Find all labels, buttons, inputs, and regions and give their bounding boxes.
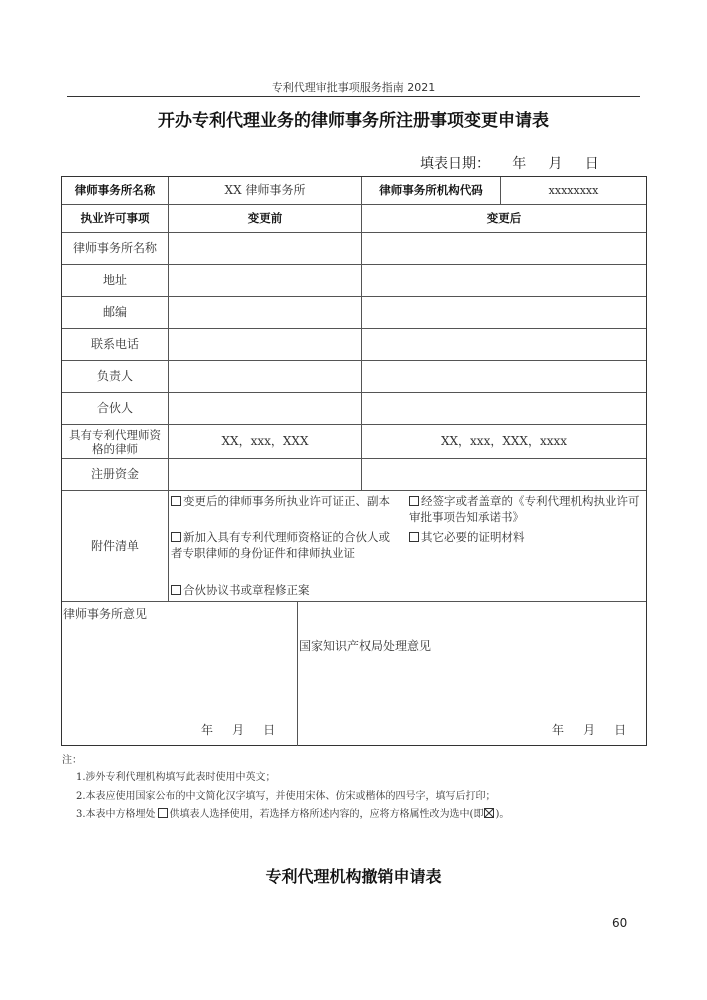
row-label-capital: 注册资金 <box>90 467 139 481</box>
firm-name-after[interactable] <box>362 233 646 264</box>
page-number: 60 <box>612 916 628 930</box>
checkbox-icon[interactable] <box>171 585 181 595</box>
note-2: 2.本表应使用国家公布的中文简化汉字填写，并使用宋体、仿宋或楷体的四号字，填写后打印； <box>76 791 496 802</box>
firm-name-before[interactable] <box>169 233 361 264</box>
notes-heading: 注： <box>62 755 82 766</box>
attachment-item-2[interactable]: 经签字或者盖章的《专利代理机构执业许可审批事项告知承诺书》 <box>409 494 640 524</box>
firm-name-value[interactable]: XX 律师事务所 <box>224 183 306 197</box>
capital-after[interactable] <box>362 459 646 490</box>
checkbox-icon[interactable] <box>409 532 419 542</box>
attachment-item-4[interactable]: 其它必要的证明材料 <box>409 529 644 545</box>
principal-before[interactable] <box>169 361 361 392</box>
note-3: 3.本表中方格埋处 供填表人选择使用，若选择方格所述内容的，应将方格属性改为选中(即 )。 <box>76 809 510 820</box>
postcode-after[interactable] <box>362 297 646 328</box>
attachment-item-5[interactable]: 合伙协议书或章程修正案 <box>171 582 409 598</box>
cnipa-opinion-label: 国家知识产权局处理意见 <box>299 639 432 653</box>
firm-opinion-date: 年 月 日 <box>201 723 276 737</box>
principal-after[interactable] <box>362 361 646 392</box>
attachments-label: 附件清单 <box>90 538 139 553</box>
firm-code-value[interactable]: xxxxxxxx <box>548 184 599 197</box>
checkbox-icon[interactable] <box>409 496 419 506</box>
partners-after[interactable] <box>362 393 646 424</box>
checkbox-icon[interactable] <box>171 496 181 506</box>
checkbox-icon <box>158 808 168 818</box>
capital-before[interactable] <box>169 459 361 490</box>
row-label-postcode: 邮编 <box>102 305 127 319</box>
row-label-firm-name: 律师事务所名称 <box>72 241 157 255</box>
row-label-phone: 联系电话 <box>90 337 139 351</box>
partners-before[interactable] <box>169 393 361 424</box>
phone-after[interactable] <box>362 329 646 360</box>
address-after[interactable] <box>362 265 646 296</box>
fill-date-label: 填表日期： 年 月 日 <box>420 156 599 172</box>
firm-opinion-label: 律师事务所意见 <box>63 607 148 621</box>
firm-code-label: 律师事务所机构代码 <box>379 183 483 197</box>
before-change-header: 变更前 <box>247 211 283 225</box>
form-title: 开办专利代理业务的律师事务所注册事项变更申请表 <box>158 111 549 131</box>
checkbox-icon[interactable] <box>171 532 181 542</box>
note-1: 1.涉外专利代理机构填写此表时使用中英文； <box>76 772 276 783</box>
application-form-table <box>61 176 647 746</box>
attachment-item-1[interactable]: 变更后的律师事务所执业许可证正、副本 <box>171 493 409 509</box>
checked-box-icon <box>484 808 494 818</box>
license-item-label: 执业许可事项 <box>80 211 150 225</box>
phone-before[interactable] <box>169 329 361 360</box>
row-label-qualified-lawyers: 具有专利代理师资格的律师 <box>69 427 161 456</box>
after-change-header: 变更后 <box>486 211 522 225</box>
next-form-title: 专利代理机构撤销申请表 <box>265 867 442 886</box>
row-label-principal: 负责人 <box>96 369 133 383</box>
postcode-before[interactable] <box>169 297 361 328</box>
address-before[interactable] <box>169 265 361 296</box>
attachment-item-3[interactable]: 新加入具有专利代理师资格证的合伙人或者专职律师的身份证件和律师执业证 <box>171 530 390 560</box>
row-label-address: 地址 <box>102 273 127 287</box>
running-header: 专利代理审批事项服务指南 2021 <box>271 81 436 94</box>
firm-name-label: 律师事务所名称 <box>74 183 156 197</box>
cnipa-opinion-date: 年 月 日 <box>552 723 627 737</box>
qualified-lawyers-before[interactable]: XX，xxx，XXX <box>221 434 309 448</box>
qualified-lawyers-after[interactable]: XX，xxx，XXX，xxxx <box>440 434 568 448</box>
header-divider <box>67 96 640 97</box>
row-label-partners: 合伙人 <box>96 401 133 415</box>
